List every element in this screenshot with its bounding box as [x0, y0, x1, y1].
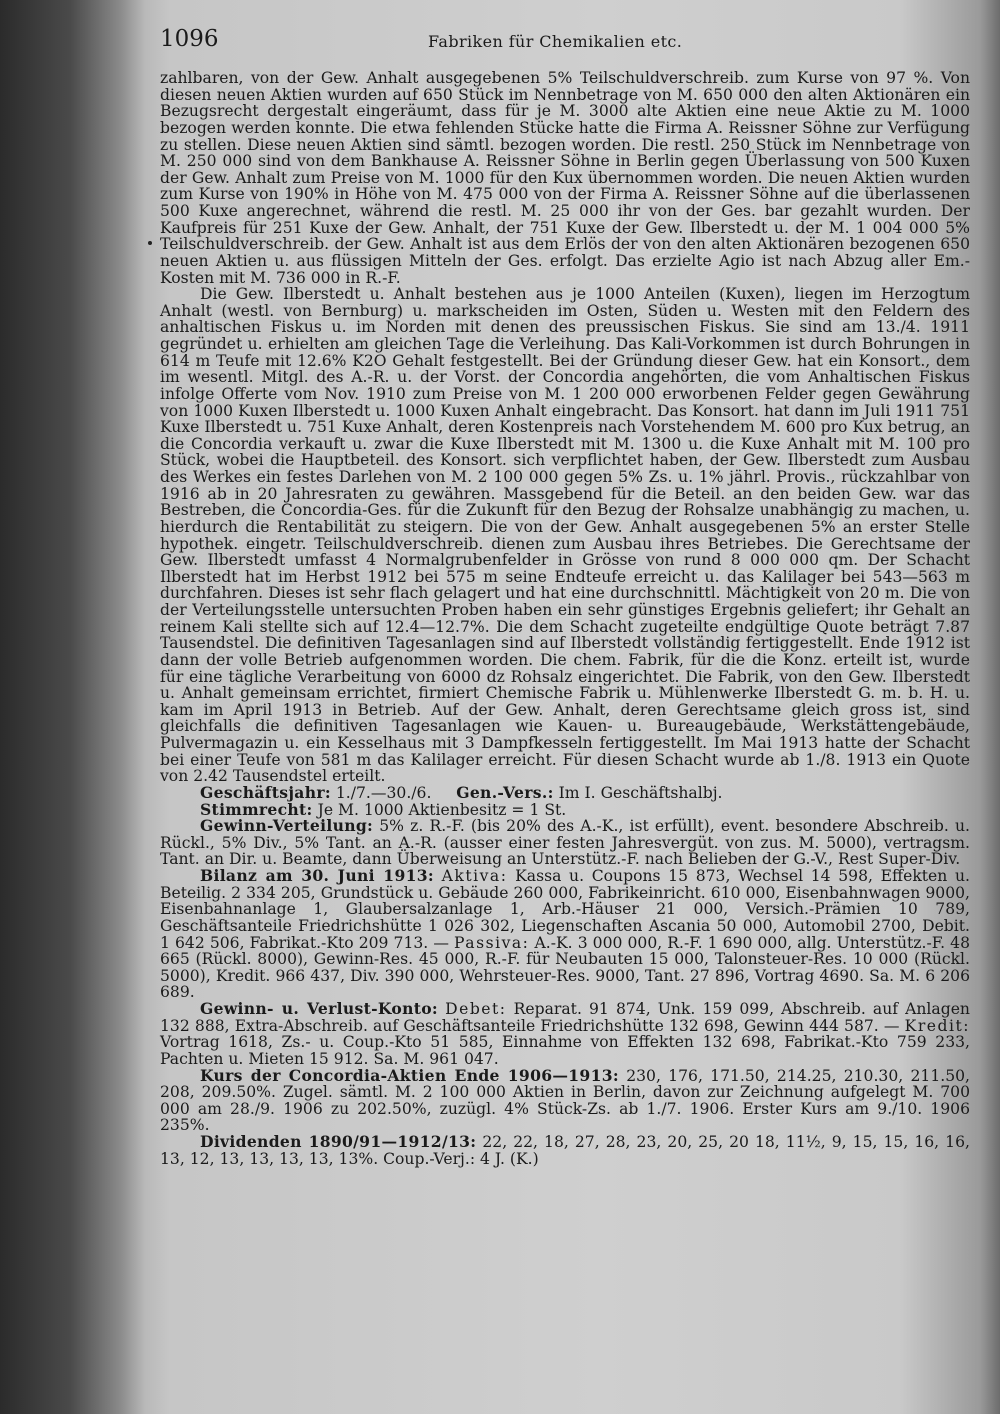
gewinn-verteilung-text: 5% z. R.-F. (bis 20% des A.-K., ist erfüllt), event. besondere Abschreib. u. Rückl., 5% Div., 5% Tant. an A.-R. (ausser einer festen Jahresvergüt. von zus. M. 5000), vertragsm. Tant. an Dir. u. Beamte, dann Überweisung an Unterstütz.-F. nach Belieben der G.-V., Rest Super-Div.	[160, 817, 970, 869]
guv-label: Gewinn- u. Verlust-Konto:	[200, 999, 438, 1018]
guv-debet-label: Debet:	[445, 1000, 507, 1018]
running-title: Fabriken für Chemikalien etc.	[428, 32, 683, 51]
guv-kredit-text: Vortrag 1618, Zs.- u. Coup.-Kto 51 585, Einnahme von Effekten 132 698, Fabrikat.-Kto 759 233, Pachten u. Mieten 15 912. Sa. M. 961 047.	[160, 1033, 970, 1068]
kurs-text: 230, 176, 171.50, 214.25, 210.30, 211.50, 208, 209.50%. Zugel. sämtl. M. 2 100 000 Aktien in Berlin, davon zur Zeichnung aufgelegt M. 700 000 am 28./9. 1906 zu 202.50%, zuzügl. 4% Stück-Zs. ab 1./7. 1906. Erster Kurs am 9./10. 1906 235%.	[160, 1066, 970, 1135]
section-kurs	[160, 1065, 970, 1135]
section-bilanz	[160, 868, 970, 1001]
genvers-text: Im I. Geschäftshalbj.	[558, 783, 723, 802]
guv-kredit-label: Kredit:	[904, 1016, 970, 1035]
guv-debet-text: Reparat. 91 874, Unk. 159 099, Abschreib. auf Anlagen 132 888, Extra-Abschreib. auf Geschäftsanteile Friedrichshütte 132 698, Gewinn 444 587. —	[160, 1000, 970, 1035]
geschaeftsjahr-text: 1./7.—30./6.	[335, 783, 432, 802]
section-dividenden	[160, 1134, 970, 1167]
page-number: 1096	[160, 26, 219, 52]
bilanz-passiva-label: Passiva:	[454, 933, 530, 952]
geschaeftsjahr-label: Geschäftsjahr:	[200, 782, 331, 802]
bilanz-passiva-text: A.-K. 3 000 000, R.-F. 1 690 000, allg. Unterstütz.-F. 48 665 (Rückl. 8000), Gewinn-Res. 45 000, R.-F. für Neubauten 15 000, Talonsteuer-Res. 10 000 (Rückl. 5000), Kredit. 966 437, Div. 390 000, Wehrsteuer-Res. 9000, Tant. 27 896, Vortrag 4690. Sa. M. 6 206 689.	[160, 933, 970, 1002]
bilanz-aktiva-text: Kassa u. Coupons 15 873, Wechsel 14 598, Effekten u. Beteilig. 2 334 205, Grundstück u. Gebäude 260 000, Fabrikeinricht. 610 000, Eisenbahnwagen 9000, Eisenbahnanlage 1, Glaubersalzanlage 1, Arb.-Häuser 21 000, Versich.-Prämien 10 789, Geschäftsanteile Friedrichshütte 1 026 302, Liegenschaften Ascania 50 000, Automobil 2700, Debit. 1 642 506, Fabrikat.-Kto 209 713. —	[160, 867, 970, 952]
genvers-label: Gen.-Vers.:	[456, 782, 554, 802]
bilanz-aktiva-label: Aktiva:	[441, 867, 508, 885]
margin-mark	[148, 241, 152, 245]
bilanz-label: Bilanz am 30. Juni 1913:	[200, 866, 434, 885]
stimmrecht-label: Stimmrecht:	[200, 799, 313, 819]
kurs-label: Kurs der Concordia-Aktien Ende 1906—1913:	[200, 1065, 619, 1085]
section-gewinn-verlust	[160, 1001, 970, 1068]
gewinn-verteilung-label: Gewinn-Verteilung:	[200, 816, 374, 836]
article-body	[160, 70, 970, 1167]
dividenden-text: 22, 22, 18, 27, 28, 23, 20, 25, 20 18, 11½, 9, 15, 15, 16, 16, 13, 12, 13, 13, 13, 13, 13%. Coup.-Verj.: 4 J. (K.)	[160, 1133, 970, 1168]
paragraph-aktien: zahlbaren, von der Gew. Anhalt ausgegebenen 5% Teilschuldverschreib. zum Kurse von 97 %. Von diesen neuen Aktien wurden auf 650 Stück im Nennbetrage von M. 650 000 den alten Aktionären ein Bezugsrecht dergestalt eingeräumt, dass für je M. 3000 alte Aktien eine neue Aktie zu M. 1000 bezogen werden konnte. Die etwa fehlenden Stücke hatte die Firma A. Reissner Söhne zur Verfügung zu stellen. Diese neuen Aktien sind sämtl. bezogen worden. Die restl. 250 Stück im Nennbetrage von M. 250 000 sind von dem Bankhause A. Reissner Söhne in Berlin gegen Überlassung von 500 Kuxen der Gew. Anhalt zum Preise von M. 1000 für den Kux übernommen worden. Die neuen Aktien wurden zum Kurse von 190% in Höhe von M. 475 000 von der Firma A. Reissner Söhne auf die überlassenen 500 Kuxe angerechnet, während die restl. M. 25 000 ihr von der Ges. bar gezahlt wurden. Der Kaufpreis für 251 Kuxe der Gew. Anhalt, der 751 Kuxe der Gew. Ilberstedt u. der M. 1 004 000 5% Teilschuldverschreib. der Gew. Anhalt ist aus dem Erlös der von den alten Aktionären bezogenen 650 neuen Aktien u. aus flüssigen Mitteln der Ges. erfolgt. Das erzielte Agio ist nach Abzug aller Em.-Kosten mit M. 736 000 in R.-F.	[160, 69, 970, 287]
stimmrecht-text: Je M. 1000 Aktienbesitz = 1 St.	[317, 800, 567, 819]
page-header	[160, 26, 960, 60]
dividenden-label: Dividenden 1890/91—1912/13:	[200, 1132, 477, 1151]
section-gewinn-verteilung	[160, 818, 970, 868]
paragraph-gewerkschaften: Die Gew. Ilberstedt u. Anhalt bestehen aus je 1000 Anteilen (Kuxen), liegen im Herzogtum Anhalt (westl. von Bernburg) u. markscheiden im Osten, Süden u. Westen mit den Feldern des anhaltischen Fiskus u. im Norden mit denen des preussischen Fiskus. Sie sind am 13./4. 1911 gegründet u. erhielten am gleichen Tage die Verleihung. Das Kali-Vorkommen ist durch Bohrungen in 614 m Teufe mit 12.6% K2O Gehalt festgestellt. Bei der Gründung dieser Gew. hat ein Konsort., dem im wesentl. Mitgl. des A.-R. u. der Vorst. der Concordia angehörten, die vom Anhaltischen Fiskus infolge Offerte vom Nov. 1910 zum Preise von M. 1 200 000 erworbenen Felder gegen Gewährung von 1000 Kuxen Ilberstedt u. 1000 Kuxen Anhalt eingebracht. Das Konsort. hat dann im Juli 1911 751 Kuxe Ilberstedt u. 751 Kuxe Anhalt, deren Kostenpreis nach Vorstehendem M. 600 pro Kux betrug, an die Concordia verkauft u. zwar die Kuxe Ilberstedt mit M. 1300 u. die Kuxe Anhalt mit M. 100 pro Stück, wobei die Hauptbeteil. des Konsort. sich verpflichtet haben, der Gew. Ilberstedt zum Ausbau des Werkes ein festes Darlehen von M. 2 100 000 gegen 5% Zs. u. 1% jährl. Provis., rückzahlbar von 1916 ab in 20 Jahresraten zu gewähren. Massgebend für die Beteil. an den beiden Gew. war das Bestreben, die Concordia-Ges. für die Zukunft für den Bezug der Rohsalze unabhängig zu machen, u. hierdurch die Rentabilität zu steigern. Die von der Gew. Anhalt ausgegebenen 5% an erster Stelle hypothek. eingetr. Teilschuldverschreib. dienen zum Ausbau ihres Betriebes. Die Gerechtsame der Gew. Ilberstedt umfasst 4 Normalgrubenfelder in Grösse von rund 8 000 000 qm. Der Schacht Ilberstedt hat im Herbst 1912 bei 575 m seine Endteufe erreicht u. das Kalilager bei 543—563 m durchfahren. Dieses ist sehr flach gelagert und hat eine durchschnittl. Mächtigkeit von 20 m. Die von der Verteilungsstelle untersuchten Proben haben ein sehr günstiges Ergebnis geliefert; ihr Gehalt an reinem Kali stellte sich auf 12.4—12.7%. Die dem Schacht zugeteilte endgültige Quote beträgt 7.87 Tausendstel. Die definitiven Tagesanlagen sind auf Ilberstedt vollständig fertiggestellt. Ende 1912 ist dann der volle Betrieb aufgenommen worden. Die chem. Fabrik, für die die Konz. erteilt ist, wurde für eine tägliche Verarbeitung von 6000 dz Rohsalz eingerichtet. Die Fabrik, von den Gew. Ilberstedt u. Anhalt gemeinsam errichtet, firmiert Chemische Fabrik u. Mühlenwerke Ilberstedt G. m. b. H. u. kam im April 1913 in Betrieb. Auf der Gew. Anhalt, deren Gerechtsame gleich gross ist, sind gleichfalls die definitiven Tagesanlagen wie Kauen- u. Bureaugebäude, Werkstättengebäude, Pulvermagazin u. ein Kesselhaus mit 3 Dampfkesseln fertiggestellt. Im Mai 1913 hatte der Schacht bei einer Teufe von 581 m das Kalilager erreicht. Für diesen Schacht wurde ab 1./8. 1913 ein Quote von 2.42 Tausendstel erteilt.	[160, 285, 970, 786]
